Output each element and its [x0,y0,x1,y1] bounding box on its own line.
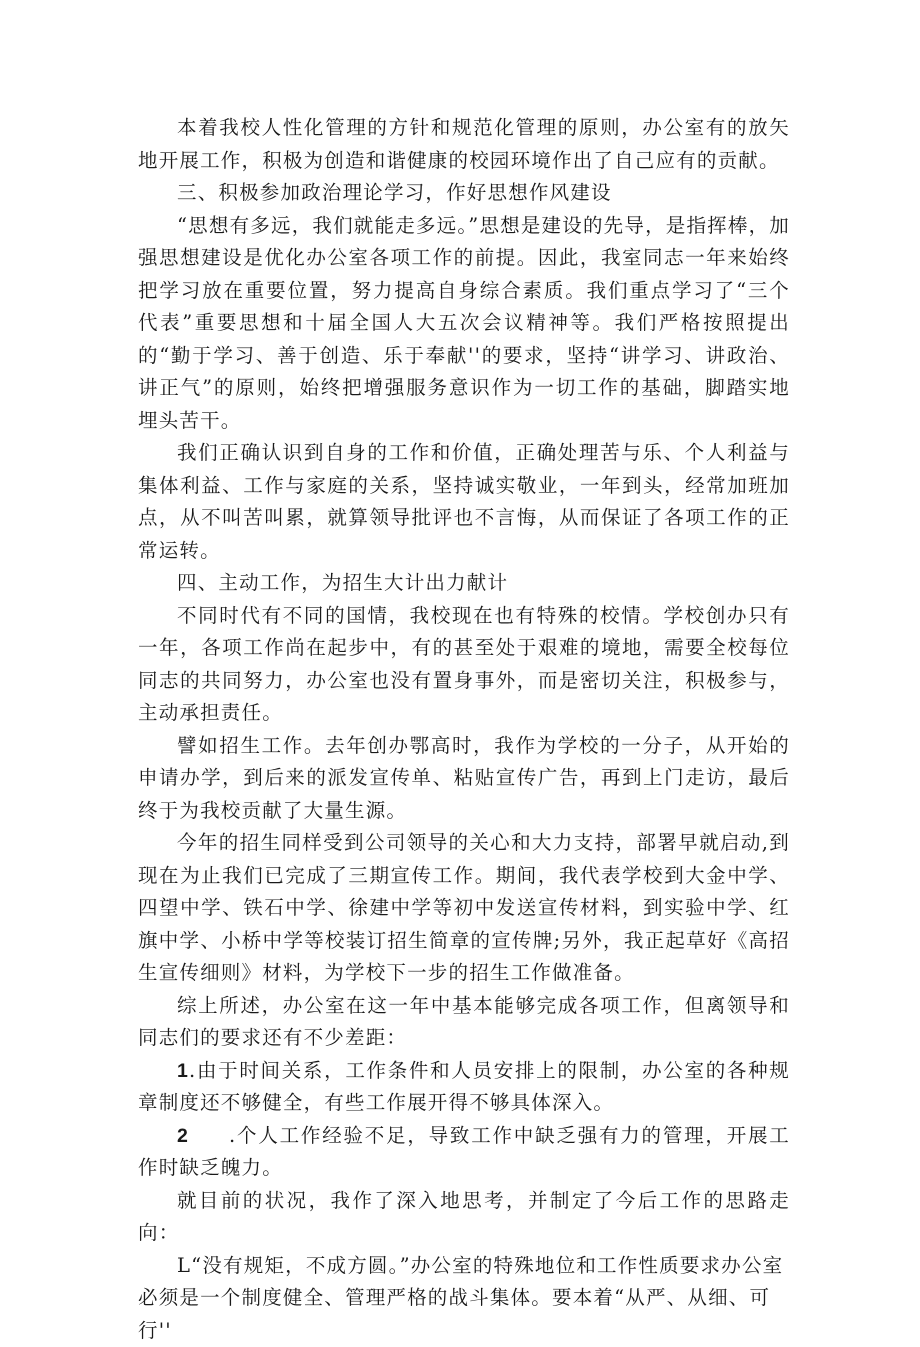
paragraph-enrollment-this-year: 今年的招生同样受到公司领导的关心和大力支持，部署早就启动,到现在为止我们已完成了三期宣传工作。期间，我代表学校到大金中学、四望中学、铁石中学、徐建中学等初中发送宣传材料，到实验中学、红旗中学、小桥中学等校装订招生简章的宣传牌;另外，我正起草好《高招生宣传细则》材料，为学校下一步的招生工作做准备。 [138,827,790,990]
paragraph-summary: 综上所述，办公室在这一年中基本能够完成各项工作，但离领导和同志们的要求还有不少差距： [138,990,790,1055]
paragraph-enrollment-last-year: 譬如招生工作。去年创办鄂高时，我作为学校的一分子，从开始的申请办学，到后来的派发宣传单、粘贴宣传广告，再到上门走访，最后终于为我校贡献了大量生源。 [138,730,790,828]
item-text-1: .由于时间关系，工作条件和人员安排上的限制，办公室的各种规章制度还不够健全，有些工作展开得不够具体深入。 [138,1059,790,1115]
paragraph-school-situation: 不同时代有不同的国情，我校现在也有特殊的校情。学校创办只有一年，各项工作尚在起步中，有的甚至处于艰难的境地，需要全校每位同志的共同努力，办公室也没有置身事外，而是密切关注，积极参与，主动承担责任。 [138,600,790,730]
paragraph-rules: L“没有规矩，不成方圆。”办公室的特殊地位和工作性质要求办公室必须是一个制度健全、管理严格的战斗集体。要本着“从严、从细、可行'' [138,1250,790,1347]
section-heading-4: 四、主动工作，为招生大计出力献计 [138,567,790,600]
paragraph-thought-building: “思想有多远，我们就能走多远。”思想是建设的先导，是指挥棒，加强思想建设是优化办公室各项工作的前提。因此，我室同志一年来始终把学习放在重要位置，努力提高自身综合素质。我们重点学习了“三个代表”重要思想和十届全国人大五次会议精神等。我们严格按照提出的“勤于学习、善于创造、乐于奉献''的要求，坚持“讲学习、讲政治、讲正气”的原则，始终把增强服务意识作为一切工作的基础，脚踏实地埋头苦干。 [138,210,790,438]
section-heading-3: 三、积极参加政治理论学习，作好思想作风建设 [138,177,790,210]
document-body [138,112,790,1347]
paragraph-future-direction: 就目前的状况，我作了深入地思考，并制定了今后工作的思路走向： [138,1185,790,1250]
numbered-item-2 [138,1120,790,1185]
item-text-2: .个人工作经验不足，导致工作中缺乏强有力的管理，开展工作时缺乏魄力。 [138,1124,790,1180]
numbered-item-1 [138,1055,790,1120]
paragraph-self-value: 我们正确认识到自身的工作和价值，正确处理苦与乐、个人利益与集体利益、工作与家庭的关系，坚持诚实敬业，一年到头，经常加班加点，从不叫苦叫累，就算领导批评也不言悔，从而保证了各项工作的正常运转。 [138,437,790,567]
paragraph-management-principle: 本着我校人性化管理的方针和规范化管理的原则，办公室有的放矢地开展工作，积极为创造和谐健康的校园环境作出了自己应有的贡献。 [138,112,790,177]
item-number-1: 1 [177,1060,189,1082]
item-number-2: 2 [177,1125,189,1147]
